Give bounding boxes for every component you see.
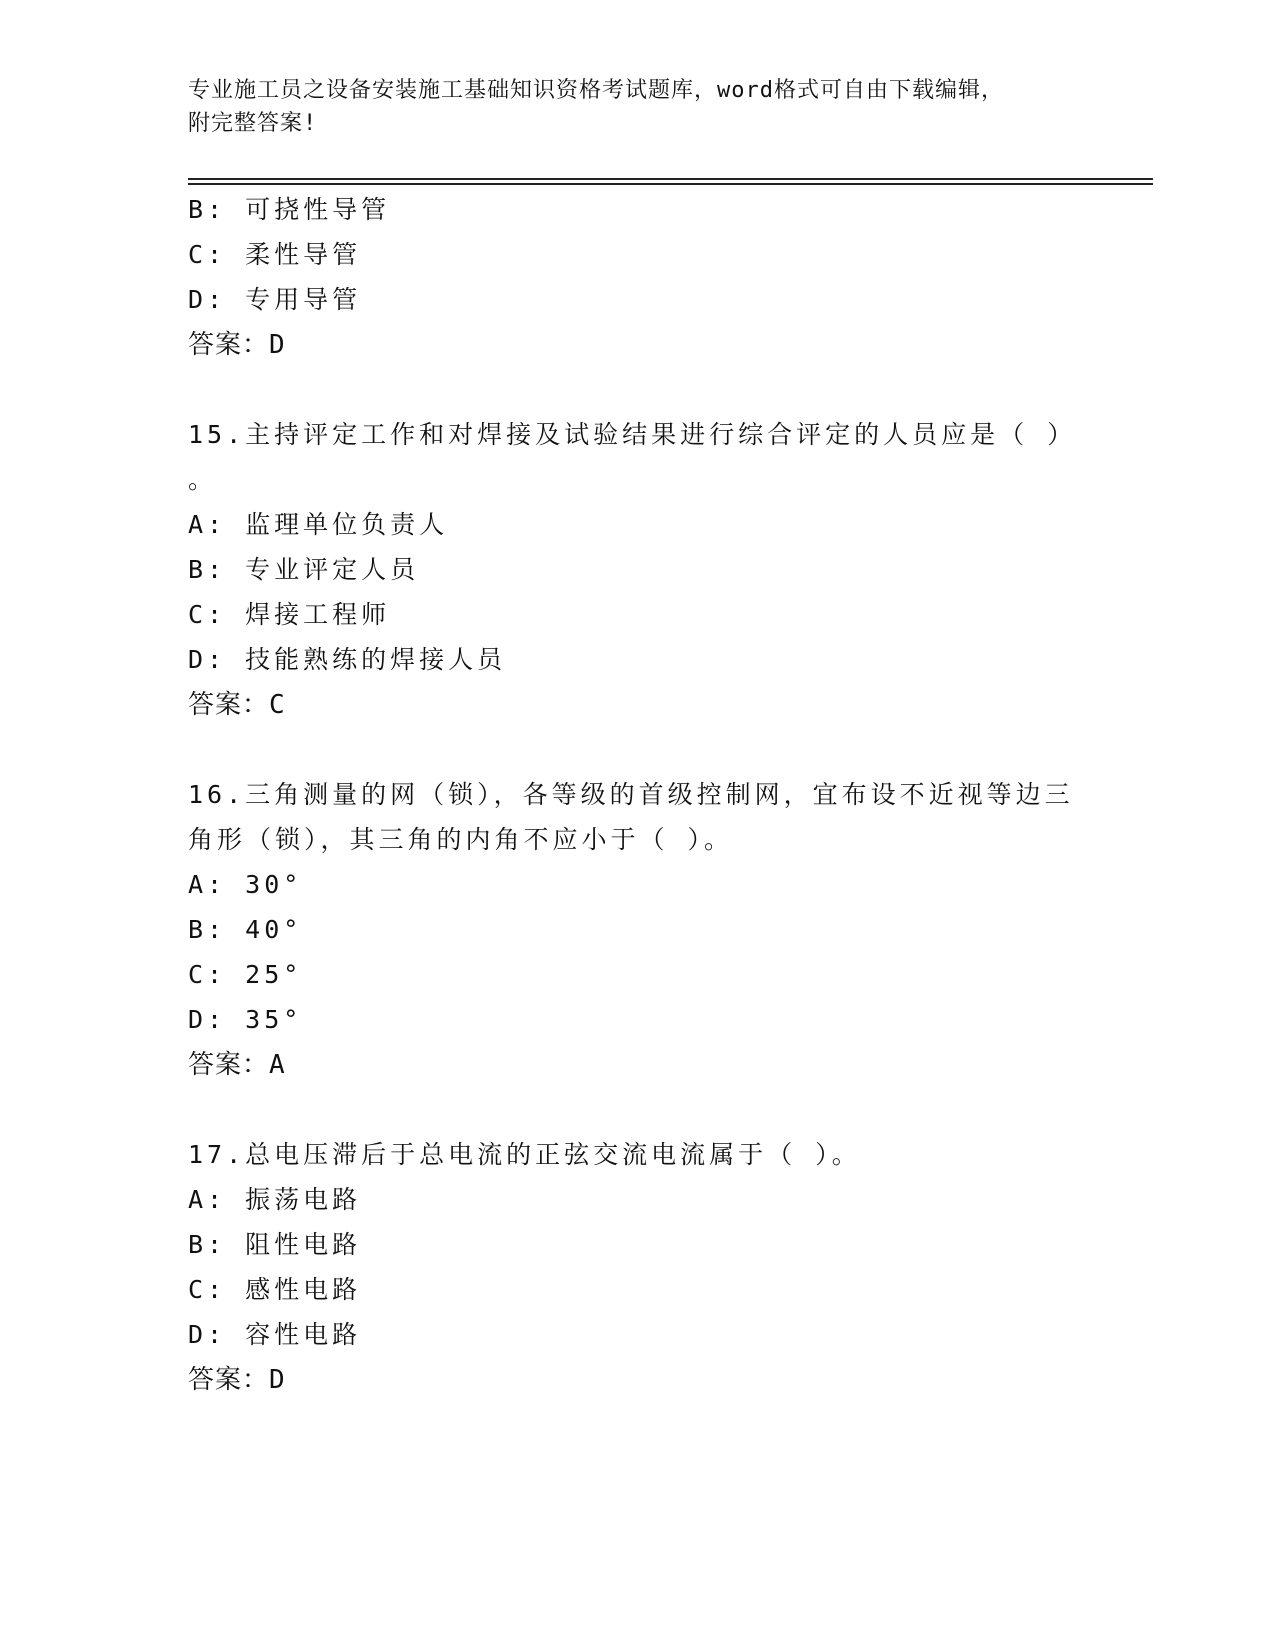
header-line-1: 专业施工员之设备安装施工基础知识资格考试题库，word格式可自由下载编辑， <box>188 78 1004 103</box>
q15-option-b: B: 专业评定人员 <box>188 555 420 584</box>
q17-option-a: A: 振荡电路 <box>188 1185 362 1214</box>
q16-stem-line-1: 16.三角测量的网（锁），各等级的首级控制网，宜布设不近视等边三 <box>188 780 1074 809</box>
answer-value: D <box>269 330 286 360</box>
q15-option-a: A: 监理单位负责人 <box>188 510 449 539</box>
q15-stem-line-1: 15.主持评定工作和对焊接及试验结果进行综合评定的人员应是（ ） <box>188 420 1077 449</box>
q14-option-b: B: 可挠性导管 <box>188 195 391 224</box>
q17-stem-line-1: 17.总电压滞后于总电流的正弦交流电流属于（ ）。 <box>188 1140 861 1169</box>
q15-option-d: D: 技能熟练的焊接人员 <box>188 645 507 674</box>
answer-label: 答案： <box>188 690 270 720</box>
answer-label: 答案： <box>188 1050 270 1080</box>
q17-option-b: B: 阻性电路 <box>188 1230 362 1259</box>
q15-answer <box>188 690 286 720</box>
q14-answer <box>188 330 286 360</box>
q14-option-c: C: 柔性导管 <box>188 240 362 269</box>
answer-value: A <box>269 1050 286 1080</box>
q16-stem-line-2: 角形（锁），其三角的内角不应小于（ ）。 <box>188 825 734 854</box>
answer-label: 答案： <box>188 330 270 360</box>
document-header <box>188 74 1088 140</box>
q16-answer <box>188 1050 286 1080</box>
answer-value: C <box>269 690 286 720</box>
q15-stem-line-2: 。 <box>188 465 218 494</box>
q16-option-b: B: 40° <box>188 915 303 944</box>
header-divider-bottom <box>188 183 1153 185</box>
header-line-2: 附完整答案! <box>188 111 318 136</box>
q15-option-c: C: 焊接工程师 <box>188 600 391 629</box>
q17-answer <box>188 1365 286 1395</box>
q16-option-c: C: 25° <box>188 960 303 989</box>
q17-option-d: D: 容性电路 <box>188 1320 362 1349</box>
answer-label: 答案： <box>188 1365 270 1395</box>
q14-option-d: D: 专用导管 <box>188 285 362 314</box>
answer-value: D <box>269 1365 286 1395</box>
q16-option-a: A: 30° <box>188 870 303 899</box>
q17-option-c: C: 感性电路 <box>188 1275 362 1304</box>
header-divider-top <box>188 178 1153 180</box>
q16-option-d: D: 35° <box>188 1005 303 1034</box>
